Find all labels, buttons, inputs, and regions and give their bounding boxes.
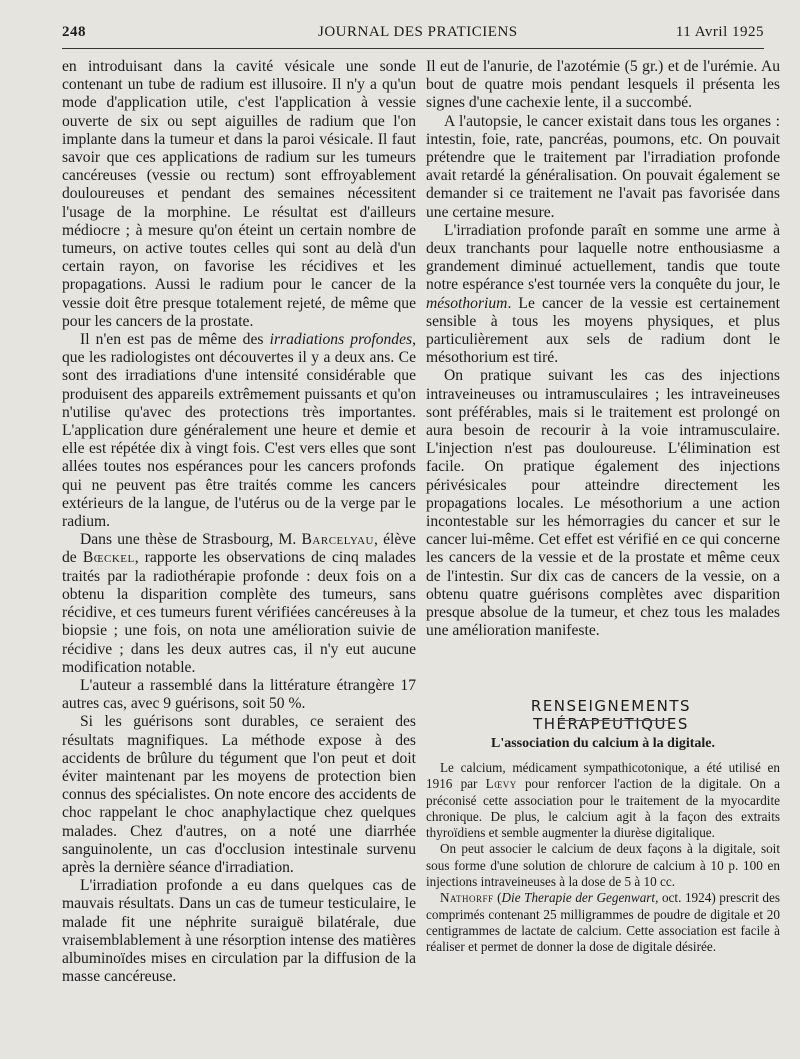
- paragraph: Le calcium, médicament sympathicotonique, a été utilisé en 1916 par Lœvy pour renforcer l'action de la digitale. On a préconisé cette association pour le traitement de la myocardite chronique. De plus, le calcium agit à la façon des extraits thyroïdiens et semble augmenter la diurèse digitalique.: [426, 760, 780, 841]
- paragraph: On pratique suivant les cas des injections intraveineuses ou intramusculaires ; les intraveineuses sont préférables, mais si le traitement est prolongé on aura besoin de recourir à la voie intramusculaire. L'injection n'est pas douloureuse. L'élimination est facile. On pratique également des injections périvésicales pour atteindre directement les propagations locales. Le mésothorium a une action incontestable sur les hémorragies du cancer et sur le cancer lui-même. Cet effet est vérifié en ce qui concerne les cancers de la vessie et de la prostate et même ceux de l'intestin. Sur dix cas de cancers de la vessie, on a obtenu quatre guérisons complètes avec disparition presque absolue de la tumeur, et chez tous les malades une amélioration manifeste.: [426, 367, 780, 640]
- journal-title: JOURNAL DES PRATICIENS: [318, 24, 518, 40]
- page-number: 248: [62, 24, 86, 40]
- section-underline: [560, 720, 670, 721]
- paragraph: L'auteur a rassemblé dans la littérature étrangère 17 autres cas, avec 9 guérisons, soit 50 %.: [62, 676, 416, 713]
- emphasis: irradiations profondes: [269, 331, 413, 349]
- paragraph: A l'autopsie, le cancer existait dans tous les organes : intestin, foie, rate, pancréas, poumons, etc. On pouvait prétendre que le traitement par l'irradiation profonde avait retardé la généralisation. On pouvait également se demander si ce traitement ne l'avait pas favorisée dans une certaine mesure.: [426, 112, 780, 221]
- emphasis: mésothorium: [426, 294, 508, 312]
- therapeutic-note: [426, 760, 780, 956]
- author-name: Bœckel: [82, 549, 135, 567]
- paragraph: On peut associer le calcium de deux façons à la digitale, soit sous forme d'une solution de chlorure de calcium à 10 p. 100 en injections intraveineuses à la dose de 5 à 10 cc.: [426, 841, 780, 890]
- journal-citation: Die Therapie der Gegenwart,: [501, 890, 659, 906]
- right-column: [426, 58, 780, 641]
- paragraph: Si les guérisons sont durables, ce seraient des résultats magnifiques. La méthode expose à des accidents de brûlure du tégument que l'on peut et doit éviter maintenant par les moyens de protection bien connus des spécialistes. On note encore des accidents de choc rappelant le choc anaphylactique chez quelques malades. Chez d'autres, on a noté une diarrhée sanguinolente, un cas d'occlusion intestinale survenu après la dernière séance d'irradiation.: [62, 713, 416, 876]
- section-title: RENSEIGNEMENTS THÉRAPEUTIQUES: [530, 697, 692, 733]
- paragraph: L'irradiation profonde paraît en somme une arme à deux tranchants pour laquelle notre enthousiasme a grandement diminué actuellement, tandis que toute notre espérance s'est tournée vers la conquête du jour, le mésothorium. Le cancer de la vessie est certainement sensible à tous les moyens physiques, et plus particulièrement aux sels de radium dont le mésothorium est tiré.: [426, 221, 780, 367]
- issue-date: 11 Avril 1925: [675, 24, 764, 40]
- author-name: Lœvy: [485, 776, 517, 792]
- left-column: [62, 58, 416, 986]
- paragraph: Il eut de l'anurie, de l'azotémie (5 gr.) et de l'urémie. Au bout de quatre mois pendant lesquels il présenta les signes d'une cachexie lente, il a succombé.: [426, 58, 780, 112]
- paragraph: Dans une thèse de Strasbourg, M. Barcelyau, élève de Bœckel, rapporte les observations de cinq malades traités par la radiothérapie profonde : deux fois on a obtenu la disparition complète des tumeurs, sans récidive, et ces tumeurs furent vérifiées cancéreuses à la biopsie ; une fois, on nota une amélioration suivie de récidive ; dans les deux autres cas, il n'y eut aucune modification notable.: [62, 531, 416, 676]
- paragraph: en introduisant dans la cavité vésicale une sonde contenant un tube de radium est illusoire. Il n'y a qu'un mode d'application utile, c'est l'application à vessie ouverte de six ou sept aiguilles de radium que l'on implante dans la tumeur et dans la paroi vésicale. Il faut savoir que ces applications de radium sur les tumeurs cancéreuses (vessie ou rectum) sont effroyablement douloureuses et pendant des semaines nécessitent l'usage de la morphine. Le résultat est d'ailleurs médiocre ; à mesure qu'on éteint un certain nombre de tumeurs, on active toutes celles qui sont au delà d'un certain rayon, on favorise les récidives et les propagations. Aussi le radium pour le cancer de la vessie doit être presque totalement rejeté, de même que pour les cancers de la prostate.: [62, 58, 416, 330]
- paragraph: Nathorff (Die Therapie der Gegenwart, oct. 1924) prescrit des comprimés contenant 25 milligrammes de poudre de digitale et 20 centigrammes de lactate de calcium. Cette association est facile à réaliser et permet de donner la dose de digitale désirée.: [426, 890, 780, 955]
- author-name: Nathorff: [440, 890, 494, 906]
- paragraph: Il n'en est pas de même des irradiations profondes, que les radiologistes ont découvertes il y a deux ans. Ce sont des irradiations d'une intensité considérable que produisent des appareils extrêmement puissants et qu'on n'utilise qu'avec des protections très importantes. L'application dure généralement une heure et demie et elle est répétée dix à vingt fois. C'est vers elles que sont allées toutes nos espérances pour les cancers profonds qui ne peuvent pas être traités comme les cancers extérieurs de la langue, de l'utérus ou de la verge par le radium.: [62, 331, 416, 531]
- subsection-title: L'association du calcium à la digitale.: [490, 736, 715, 751]
- page-header: [62, 22, 764, 44]
- header-rule: [62, 48, 764, 49]
- author-name: Barcelyau: [301, 531, 374, 549]
- paragraph: L'irradiation profonde a eu dans quelques cas de mauvais résultats. Dans un cas de tumeur testiculaire, le malade fit une néphrite suraiguë bilatérale, due vraisemblablement à une résorption intense des matières albuminoïdes mises en circulation par la diffusion de la masse cancéreuse.: [62, 877, 416, 986]
